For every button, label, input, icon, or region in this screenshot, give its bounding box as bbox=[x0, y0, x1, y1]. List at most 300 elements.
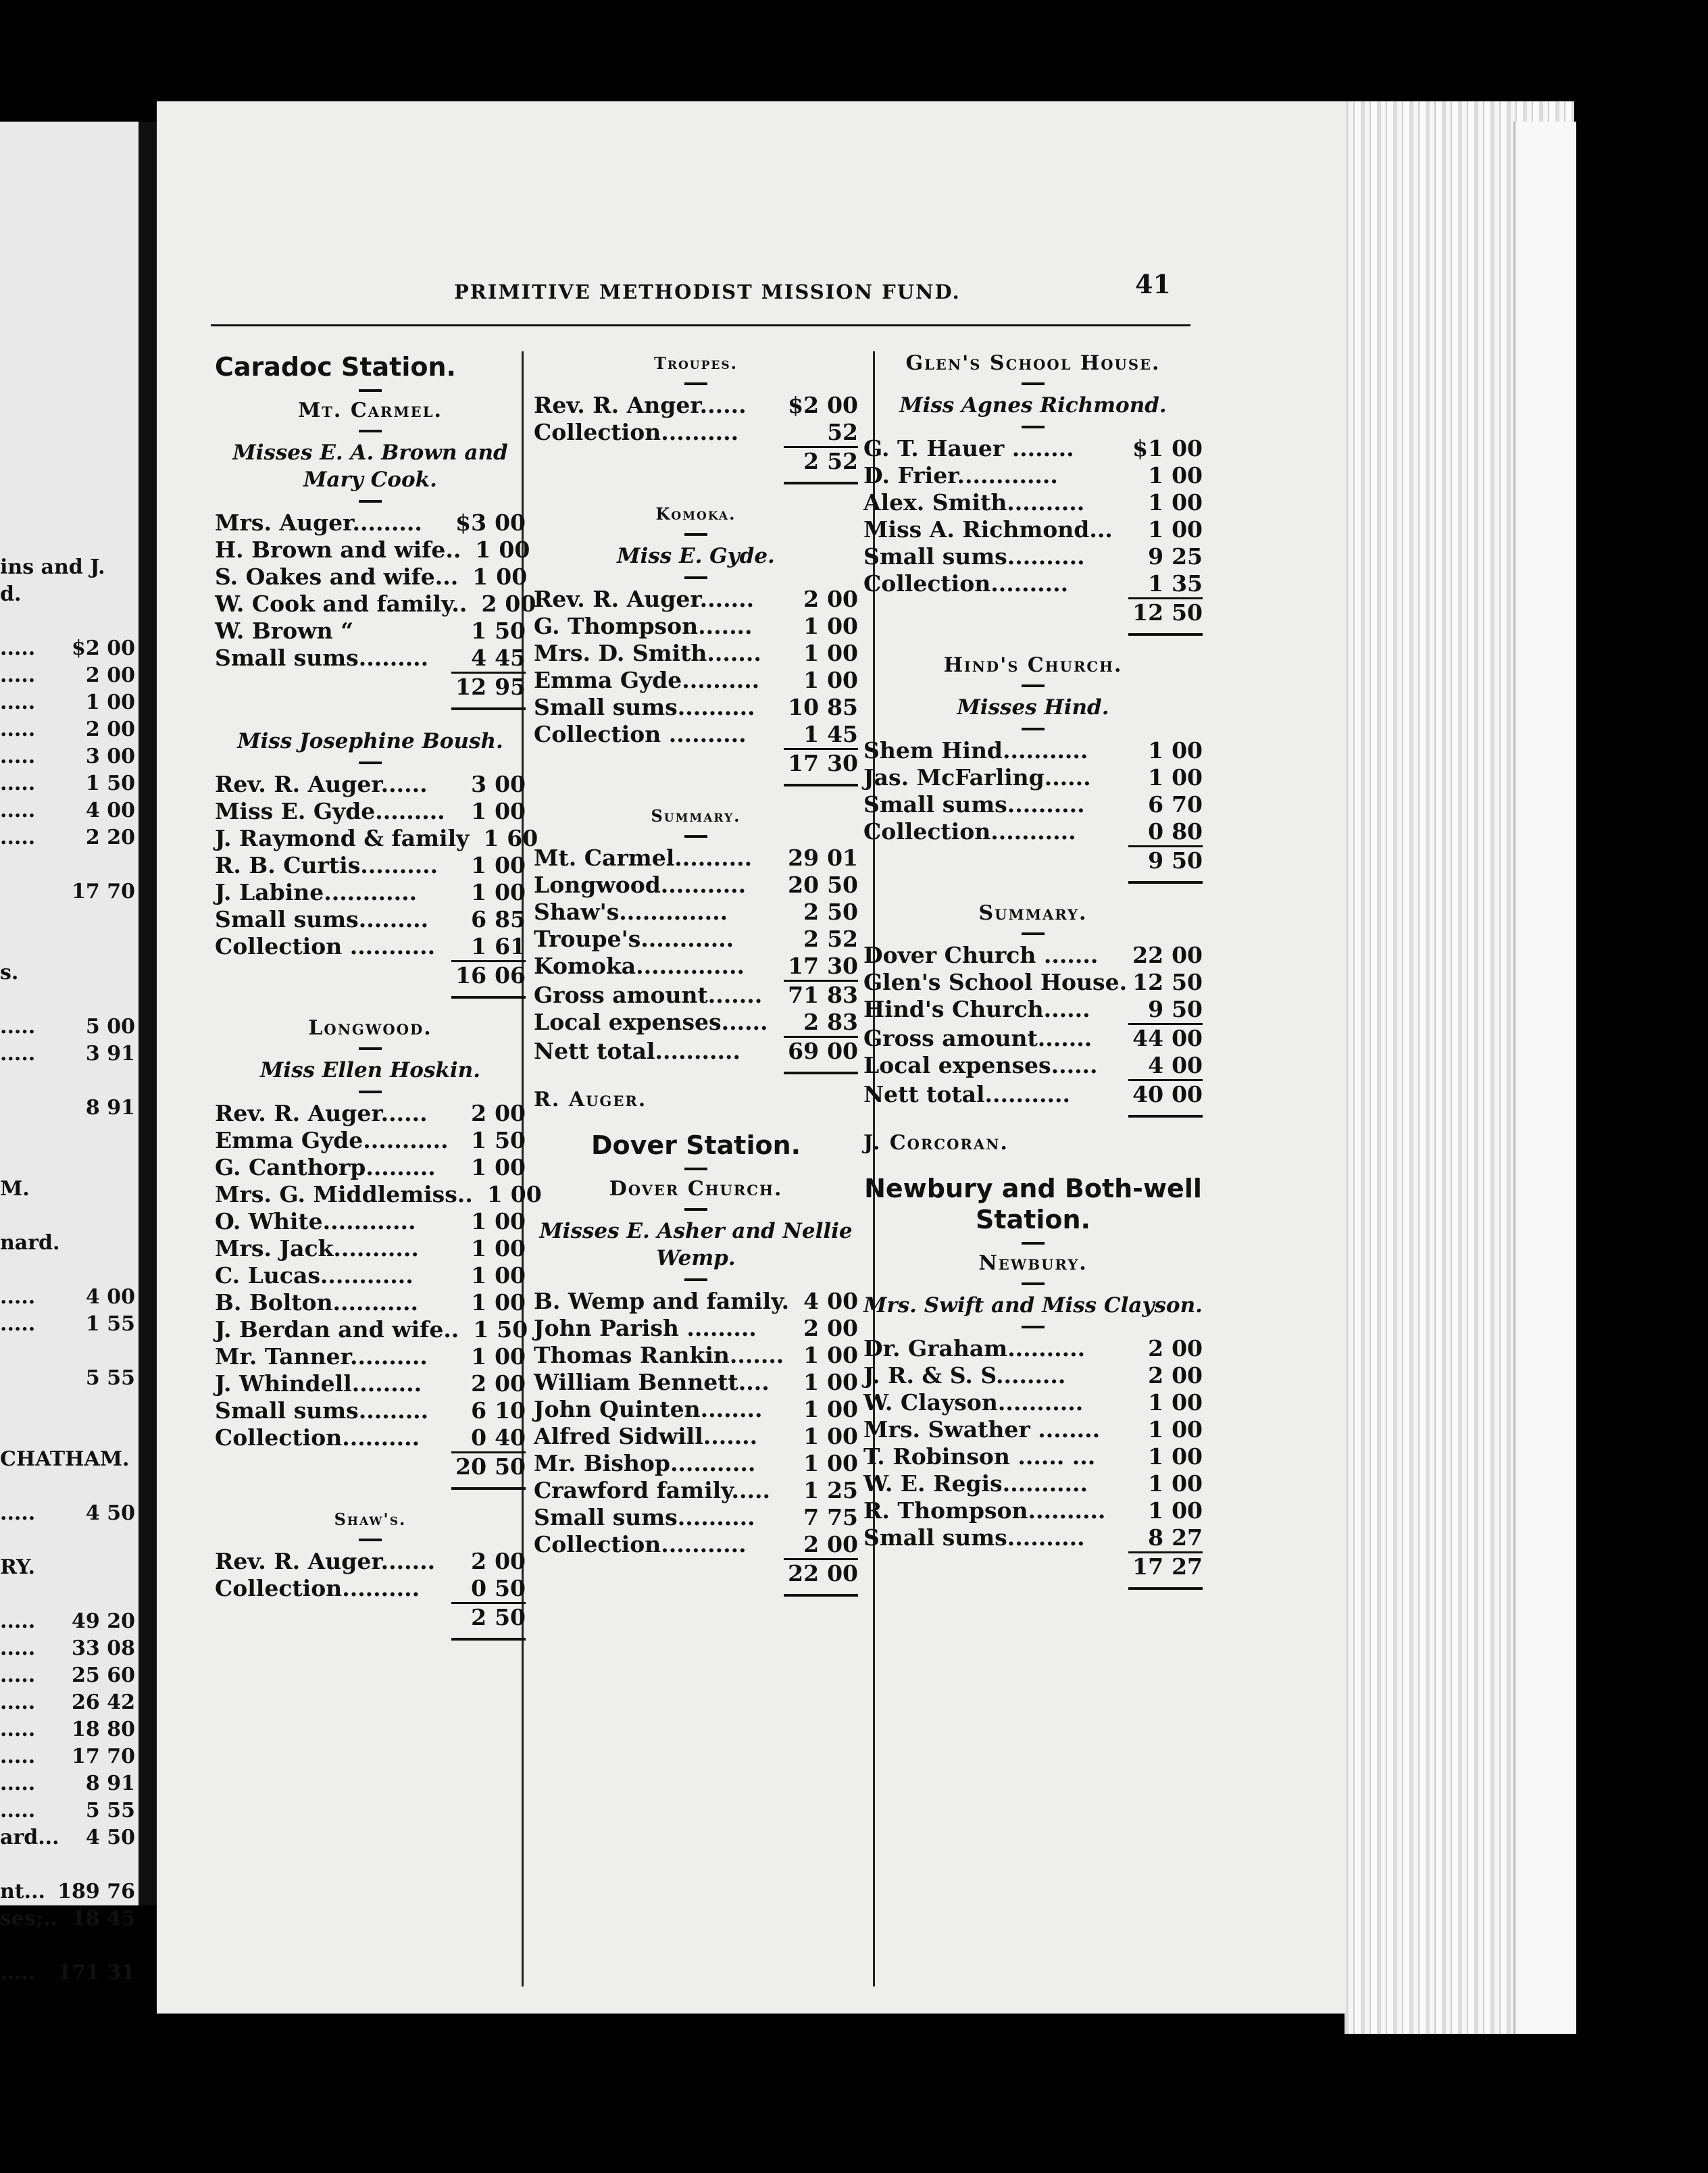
entry-row bbox=[215, 879, 526, 906]
total-rule bbox=[1128, 877, 1203, 884]
left-line bbox=[0, 770, 135, 797]
amount-cents: 00 bbox=[1172, 489, 1203, 516]
entry-row bbox=[215, 591, 536, 618]
left-line bbox=[0, 1095, 135, 1122]
left-page-text bbox=[0, 554, 135, 1987]
entry-label: Komoka.............. bbox=[534, 953, 745, 979]
total-rule bbox=[451, 992, 526, 999]
entry-label: T. Robinson ...... ... bbox=[863, 1443, 1096, 1470]
left-line-value: 4 50 bbox=[85, 1826, 135, 1849]
signature: R. Auger. bbox=[534, 1088, 647, 1112]
amount-dollars: 1 bbox=[1148, 1470, 1164, 1497]
left-line-text: nt... bbox=[0, 1880, 46, 1903]
amount-cents: 00 bbox=[1172, 1335, 1203, 1362]
entry-label: Alex. Smith.......... bbox=[863, 489, 1085, 516]
collectors: Mrs. Swift and Miss Clayson. bbox=[863, 1293, 1203, 1318]
left-line bbox=[0, 932, 135, 959]
entry-label: Small sums.......... bbox=[863, 791, 1085, 818]
amount-cents: 52 bbox=[827, 926, 858, 952]
amount-dollars: 1 bbox=[483, 825, 499, 851]
amount-cents: 00 bbox=[1172, 1443, 1203, 1470]
amount-dollars: 40 bbox=[1132, 1081, 1164, 1107]
left-line-text: ..... bbox=[0, 691, 36, 714]
amount-dollars: 2 bbox=[803, 1315, 820, 1341]
entry-row bbox=[863, 1081, 1203, 1108]
entry-label: Collection .......... bbox=[534, 721, 747, 747]
amount-dollars: 1 bbox=[803, 1477, 820, 1503]
amount-dollars: 2 bbox=[471, 1100, 487, 1126]
left-line-value: 3 00 bbox=[85, 745, 135, 768]
total-rule bbox=[451, 1483, 526, 1490]
amount-dollars: 2 bbox=[803, 586, 820, 612]
left-line bbox=[0, 1419, 135, 1446]
left-line bbox=[0, 1554, 135, 1581]
amount-cents: 00 bbox=[495, 879, 526, 905]
amount-dollars: 1 bbox=[1148, 764, 1164, 791]
left-line-value: 17 70 bbox=[72, 880, 135, 903]
amount-dollars: 3 bbox=[471, 771, 487, 797]
amount-dollars: 1 bbox=[1148, 1389, 1164, 1416]
left-line-value: 5 55 bbox=[85, 1799, 135, 1822]
left-line-value: 4 00 bbox=[85, 799, 135, 822]
total-dollars: 20 bbox=[455, 1453, 487, 1480]
left-line bbox=[0, 1932, 135, 1959]
rule bbox=[684, 835, 707, 838]
rule bbox=[359, 430, 382, 432]
entry-row bbox=[215, 1181, 542, 1208]
entry-row bbox=[215, 1548, 526, 1575]
total-row bbox=[863, 599, 1203, 626]
amount-cents: 25 bbox=[1172, 543, 1203, 570]
total-row bbox=[534, 1560, 858, 1587]
entry-label: R. Thompson.......... bbox=[863, 1497, 1106, 1524]
left-line bbox=[0, 743, 135, 770]
amount-cents: 00 bbox=[495, 509, 526, 536]
entry-label: G. Canthorp......... bbox=[215, 1154, 436, 1180]
amount-dollars: 1 bbox=[471, 1289, 487, 1316]
amount-cents: 10 bbox=[495, 1397, 526, 1424]
total-rule bbox=[1128, 1111, 1203, 1118]
entry-row bbox=[863, 818, 1203, 845]
left-line-text: ..... bbox=[0, 1799, 36, 1822]
entry-row bbox=[215, 1100, 526, 1127]
amount-dollars: 1 bbox=[1148, 1416, 1164, 1443]
amount-cents: 50 bbox=[827, 899, 858, 925]
collectors: Misses E. A. Brown and Mary Cook. bbox=[232, 441, 508, 492]
amount-cents: 45 bbox=[495, 645, 526, 671]
left-line bbox=[0, 1365, 135, 1392]
entry-row bbox=[534, 899, 858, 926]
amount-cents: 00 bbox=[1172, 1416, 1203, 1443]
left-line bbox=[0, 1581, 135, 1608]
summary bbox=[534, 845, 858, 1112]
left-line bbox=[0, 1257, 135, 1284]
amount-dollars: 1 bbox=[471, 798, 487, 824]
left-line-value: 3 91 bbox=[85, 1042, 135, 1066]
entries bbox=[534, 586, 858, 786]
left-line bbox=[0, 716, 135, 743]
entry-label: Mr. Tanner.......... bbox=[215, 1343, 428, 1370]
amount-dollars: 1 bbox=[471, 1343, 487, 1370]
entry-row bbox=[534, 1315, 858, 1342]
rule bbox=[1022, 932, 1045, 935]
left-line bbox=[0, 1905, 135, 1932]
entry-label: Collection.......... bbox=[215, 1575, 420, 1601]
entry-label: Mt. Carmel.......... bbox=[534, 845, 753, 871]
amount-cents: 25 bbox=[827, 1477, 858, 1503]
left-line-text: ..... bbox=[0, 1961, 36, 1984]
total-cents: 00 bbox=[827, 1560, 858, 1587]
entry-row bbox=[863, 489, 1203, 516]
amount-cents: 00 bbox=[510, 1181, 542, 1207]
amount-cents: 00 bbox=[827, 613, 858, 639]
amount-dollars: 20 bbox=[788, 872, 820, 898]
entries bbox=[215, 509, 536, 710]
entry-row bbox=[534, 392, 858, 419]
amount-cents: 00 bbox=[1172, 1470, 1203, 1497]
total-dollars: 2 bbox=[803, 448, 820, 474]
rule bbox=[1022, 1326, 1045, 1328]
left-line-value: 5 55 bbox=[85, 1366, 135, 1390]
entry-label: Jas. McFarling...... bbox=[863, 764, 1091, 791]
entry-label: B. Wemp and family. bbox=[534, 1288, 790, 1314]
entry-row bbox=[534, 613, 858, 640]
amount-cents: 00 bbox=[499, 536, 530, 563]
entry-label: Gross amount....... bbox=[863, 1025, 1092, 1051]
entry-row bbox=[863, 1497, 1203, 1524]
total-cents: 95 bbox=[495, 674, 526, 700]
entry-label: Collection ........... bbox=[215, 933, 436, 959]
total-rule bbox=[451, 703, 526, 710]
entry-label: B. Bolton........... bbox=[215, 1289, 418, 1316]
total-row bbox=[215, 962, 526, 989]
amount-cents: 80 bbox=[1172, 818, 1203, 845]
total-cents: 50 bbox=[495, 1453, 526, 1480]
rule bbox=[1022, 1282, 1045, 1285]
entry-label: Hind's Church...... bbox=[863, 996, 1090, 1022]
left-line-text: ..... bbox=[0, 636, 36, 660]
amount-dollars: 44 bbox=[1132, 1025, 1164, 1051]
section-heading: Longwood. bbox=[308, 1016, 432, 1040]
total-cents: 50 bbox=[1172, 599, 1203, 626]
amount-cents: 45 bbox=[827, 721, 858, 747]
section-heading: Newbury. bbox=[978, 1251, 1088, 1275]
total-rule bbox=[784, 1590, 858, 1597]
entry-row bbox=[534, 1369, 858, 1396]
amount-dollars: 1 bbox=[1148, 1443, 1164, 1470]
entry-row bbox=[215, 1397, 526, 1424]
entry-row bbox=[534, 1450, 858, 1477]
collectors: Miss E. Gyde. bbox=[617, 544, 775, 568]
amount-cents: 85 bbox=[827, 694, 858, 720]
entry-row bbox=[863, 1335, 1203, 1362]
amount-dollars: 4 bbox=[471, 645, 487, 671]
entry-row bbox=[534, 419, 858, 446]
entries bbox=[215, 1100, 542, 1490]
amount-dollars: 1 bbox=[1148, 737, 1164, 764]
section-heading: Troupes. bbox=[654, 353, 738, 373]
entry-row bbox=[534, 1009, 858, 1036]
left-line-value: 49 20 bbox=[72, 1609, 135, 1633]
amount-dollars: 2 bbox=[803, 1531, 820, 1557]
left-line-text: ..... bbox=[0, 745, 36, 768]
rule bbox=[1022, 728, 1045, 730]
amount-cents: 00 bbox=[495, 771, 526, 797]
entry-row bbox=[863, 737, 1203, 764]
left-line-value: 18 45 bbox=[72, 1907, 135, 1930]
entry-label: J. Labine............ bbox=[215, 879, 418, 905]
left-line bbox=[0, 1014, 135, 1041]
entry-label: Mrs. Swather ........ bbox=[863, 1416, 1101, 1443]
entry-row bbox=[215, 825, 538, 852]
amount-dollars: 22 bbox=[1132, 942, 1164, 968]
column-3 bbox=[863, 351, 1203, 1590]
entry-row bbox=[534, 640, 858, 667]
amount-cents: 00 bbox=[496, 564, 528, 590]
entries bbox=[534, 392, 858, 484]
entry-row bbox=[534, 1396, 858, 1423]
left-line bbox=[0, 1608, 135, 1635]
amount-cents: 50 bbox=[827, 872, 858, 898]
entry-label: Troupe's............ bbox=[534, 926, 734, 952]
entry-row bbox=[863, 1470, 1203, 1497]
entry-label: J. Whindell......... bbox=[215, 1370, 422, 1397]
entry-row bbox=[863, 764, 1203, 791]
entry-label: Rev. R. Auger....... bbox=[534, 586, 755, 612]
left-line bbox=[0, 1446, 135, 1473]
left-line-value: 25 60 bbox=[72, 1664, 135, 1687]
total-dollars: 12 bbox=[1132, 599, 1164, 626]
entries bbox=[863, 435, 1203, 636]
left-line-text: ..... bbox=[0, 1501, 36, 1525]
entry-label: Thomas Rankin....... bbox=[534, 1342, 784, 1368]
amount-cents: 00 bbox=[827, 1369, 858, 1395]
left-line-text: ..... bbox=[0, 1745, 36, 1768]
entry-label: William Bennett.... bbox=[534, 1369, 770, 1395]
amount-cents: 00 bbox=[827, 586, 858, 612]
amount-cents: 00 bbox=[1172, 1362, 1203, 1389]
left-line-text: RY. bbox=[0, 1555, 36, 1579]
entry-label: Mrs. Auger......... bbox=[215, 509, 422, 536]
amount-cents: 00 bbox=[827, 1038, 858, 1064]
entry-label: John Quinten........ bbox=[534, 1396, 763, 1422]
left-line bbox=[0, 1689, 135, 1716]
left-line bbox=[0, 1797, 135, 1824]
amount-cents: 00 bbox=[1172, 462, 1203, 489]
entry-label: Collection.......... bbox=[863, 570, 1069, 597]
amount-dollars: 1 bbox=[1148, 516, 1164, 543]
entry-label: W. Clayson........... bbox=[863, 1389, 1084, 1416]
amount-cents: 30 bbox=[827, 953, 858, 979]
left-line-text: ..... bbox=[0, 826, 36, 849]
collectors: Miss Josephine Boush. bbox=[237, 729, 503, 753]
amount-dollars: 69 bbox=[788, 1038, 820, 1064]
entry-row bbox=[534, 982, 858, 1009]
rule bbox=[1022, 684, 1045, 687]
amount-dollars: 0 bbox=[471, 1424, 487, 1451]
amount-dollars: 6 bbox=[471, 1397, 487, 1424]
amount-dollars: 1 bbox=[1148, 489, 1164, 516]
collectors: Misses E. Asher and Nellie Wemp. bbox=[539, 1219, 853, 1270]
total-cents: 50 bbox=[1172, 847, 1203, 874]
total-cents: 27 bbox=[1172, 1553, 1203, 1580]
entries bbox=[215, 771, 538, 999]
entry-row bbox=[215, 798, 526, 825]
amount-cents: 00 bbox=[495, 1343, 526, 1370]
total-row bbox=[215, 1604, 526, 1631]
entry-label: W. E. Regis........... bbox=[863, 1470, 1088, 1497]
left-line-text: M. bbox=[0, 1177, 30, 1201]
entry-label: Collection.......... bbox=[215, 1424, 420, 1451]
amount-cents: 00 bbox=[495, 1154, 526, 1180]
left-line bbox=[0, 1824, 135, 1851]
left-line-value: 2 00 bbox=[85, 718, 135, 741]
left-line-text: nard. bbox=[0, 1231, 60, 1255]
left-line bbox=[0, 1959, 135, 1987]
amount-cents: 50 bbox=[495, 618, 526, 644]
amount-cents: 50 bbox=[1172, 996, 1203, 1022]
entry-row bbox=[534, 953, 858, 980]
amount-cents: 00 bbox=[495, 1100, 526, 1126]
amount-cents: 50 bbox=[1172, 969, 1203, 995]
amount-cents: 00 bbox=[1172, 1389, 1203, 1416]
rule bbox=[359, 1047, 382, 1050]
left-line-value: 189 76 bbox=[57, 1880, 135, 1903]
section-heading: Mt. Carmel. bbox=[298, 399, 443, 422]
entry-label: O. White............ bbox=[215, 1208, 416, 1234]
entry-row bbox=[863, 996, 1203, 1023]
left-line-value: 4 00 bbox=[85, 1285, 135, 1309]
entry-label: Shaw's.............. bbox=[534, 899, 728, 925]
left-line bbox=[0, 1851, 135, 1878]
entry-label: Rev. R. Auger....... bbox=[215, 1548, 436, 1574]
entry-label: R. B. Curtis.......... bbox=[215, 852, 438, 878]
left-line bbox=[0, 1311, 135, 1338]
station-title: Dover Station. bbox=[591, 1130, 801, 1160]
left-line-value: 8 91 bbox=[85, 1096, 135, 1120]
left-line bbox=[0, 1743, 135, 1770]
amount-dollars: 6 bbox=[471, 906, 487, 932]
left-line-text: ..... bbox=[0, 1312, 36, 1336]
entry-row bbox=[215, 1424, 526, 1451]
amount-dollars: 1 bbox=[471, 618, 487, 644]
amount-cents: 00 bbox=[495, 1289, 526, 1316]
amount-cents: 50 bbox=[497, 1316, 528, 1343]
entry-label: Rev. R. Auger...... bbox=[215, 1100, 428, 1126]
entry-label: Rev. R. Auger...... bbox=[215, 771, 428, 797]
left-line-text: ..... bbox=[0, 1664, 36, 1687]
amount-dollars: 1 bbox=[803, 613, 820, 639]
entry-row bbox=[534, 586, 858, 613]
amount-dollars: 1 bbox=[803, 1423, 820, 1449]
entry-label: Shem Hind........... bbox=[863, 737, 1088, 764]
entry-label: Mrs. G. Middlemiss.. bbox=[215, 1181, 473, 1207]
entry-label: John Parish ......... bbox=[534, 1315, 757, 1341]
entry-row bbox=[534, 694, 858, 721]
total-row bbox=[863, 847, 1203, 874]
entry-row bbox=[863, 791, 1203, 818]
amount-cents: 83 bbox=[827, 1009, 858, 1035]
amount-dollars: 2 bbox=[1148, 1362, 1164, 1389]
amount-cents: 00 bbox=[827, 1396, 858, 1422]
amount-cents: 00 bbox=[1172, 764, 1203, 791]
amount-cents: 00 bbox=[827, 1315, 858, 1341]
amount-cents: 00 bbox=[495, 1262, 526, 1289]
amount-cents: 00 bbox=[1172, 942, 1203, 968]
amount-dollars: $2 bbox=[788, 392, 820, 418]
entry-label: Small sums......... bbox=[215, 645, 429, 671]
left-line-value: 171 31 bbox=[57, 1961, 135, 1984]
amount-dollars: 1 bbox=[471, 852, 487, 878]
amount-dollars: 2 bbox=[471, 1370, 487, 1397]
entry-row bbox=[215, 618, 526, 645]
rule bbox=[359, 500, 382, 503]
total-rule bbox=[784, 1068, 858, 1074]
page-header: PRIMITIVE METHODIST MISSION FUND. bbox=[454, 280, 961, 303]
rule bbox=[684, 533, 707, 536]
section-heading: Dover Church. bbox=[609, 1177, 783, 1201]
left-line bbox=[0, 878, 135, 905]
entry-label: Emma Gyde........... bbox=[215, 1127, 449, 1153]
left-line bbox=[0, 689, 135, 716]
entry-row bbox=[534, 1423, 858, 1450]
total-dollars: 17 bbox=[788, 750, 820, 776]
amount-cents: 00 bbox=[495, 1208, 526, 1234]
section-heading: Summary. bbox=[978, 901, 1088, 925]
entry-row bbox=[863, 543, 1203, 570]
entry-label: Small sums......... bbox=[215, 906, 429, 932]
entry-row bbox=[534, 845, 858, 872]
amount-dollars: 1 bbox=[803, 1396, 820, 1422]
collectors: Miss Agnes Richmond. bbox=[899, 393, 1167, 418]
left-line-text: ard... bbox=[0, 1826, 59, 1849]
entry-row bbox=[215, 1370, 526, 1397]
total-rule bbox=[784, 478, 858, 484]
amount-dollars: 1 bbox=[803, 1342, 820, 1368]
entry-label: Nett total........... bbox=[863, 1081, 1070, 1107]
left-line-text: ..... bbox=[0, 772, 36, 795]
left-line-text: ..... bbox=[0, 1691, 36, 1714]
left-line bbox=[0, 554, 135, 581]
entry-label: G. T. Hauer ........ bbox=[863, 435, 1074, 461]
left-line bbox=[0, 986, 135, 1014]
left-line bbox=[0, 1473, 135, 1500]
amount-dollars: 1 bbox=[1148, 462, 1164, 489]
entry-label: Mrs. D. Smith....... bbox=[534, 640, 761, 666]
entry-label: Gross amount....... bbox=[534, 982, 763, 1008]
entry-row bbox=[215, 1127, 526, 1154]
left-line bbox=[0, 1635, 135, 1662]
rule bbox=[684, 1208, 707, 1211]
entry-row bbox=[215, 564, 526, 591]
entry-label: D. Frier............. bbox=[863, 462, 1058, 489]
entry-row bbox=[863, 969, 1203, 996]
entry-row bbox=[863, 435, 1203, 462]
rule bbox=[1022, 1242, 1045, 1245]
rule bbox=[684, 576, 707, 579]
amount-dollars: 1 bbox=[471, 1235, 487, 1262]
amount-dollars: 1 bbox=[471, 879, 487, 905]
left-line bbox=[0, 1176, 135, 1203]
total-row bbox=[863, 1553, 1203, 1580]
amount-cents: 00 bbox=[1172, 516, 1203, 543]
left-line bbox=[0, 1284, 135, 1311]
rule bbox=[359, 761, 382, 764]
entry-row bbox=[863, 570, 1203, 597]
left-line bbox=[0, 1230, 135, 1257]
entry-label: Miss A. Richmond... bbox=[863, 516, 1113, 543]
left-line-text: ..... bbox=[0, 664, 36, 687]
